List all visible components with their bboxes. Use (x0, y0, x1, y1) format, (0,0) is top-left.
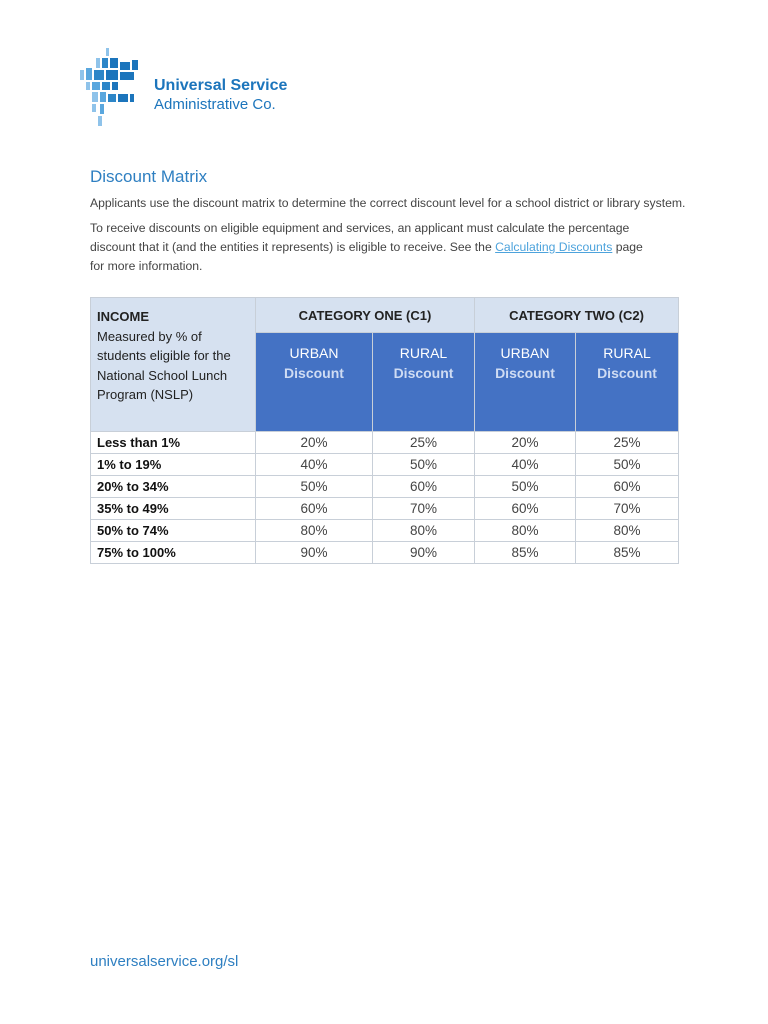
table-row (91, 476, 679, 498)
c2-urban-title: URBAN (500, 345, 550, 361)
c2-urban-header (475, 333, 576, 432)
row-income-label: Less than 1% (91, 432, 256, 454)
c1-urban-value: 50% (256, 476, 373, 498)
table-row (91, 498, 679, 520)
calculation-paragraph (90, 219, 650, 276)
c2-rural-value: 80% (576, 520, 679, 542)
row-income-label: 20% to 34% (91, 476, 256, 498)
table-row (91, 542, 679, 564)
calculating-discounts-link[interactable]: Calculating Discounts (495, 240, 613, 254)
income-description: Measured by % of students eligible for the National School Lunch Program (NSLP) (97, 328, 231, 402)
usac-logo-mark-icon (78, 46, 142, 130)
logo-line2: Administrative Co. (154, 96, 276, 113)
c1-rural-value: 60% (373, 476, 475, 498)
c2-rural-header (576, 333, 679, 432)
table-row (91, 454, 679, 476)
c1-urban-header (256, 333, 373, 432)
discount-matrix-table (90, 297, 679, 564)
c1-rural-discount-label: Discount (393, 365, 454, 381)
c1-urban-value: 40% (256, 454, 373, 476)
intro-paragraph: Applicants use the discount matrix to determine the correct discount level for a school district or library system. (90, 196, 686, 210)
c2-rural-value: 70% (576, 498, 679, 520)
c2-rural-value: 25% (576, 432, 679, 454)
category-two-header: CATEGORY TWO (C2) (475, 298, 679, 333)
row-income-label: 75% to 100% (91, 542, 256, 564)
c1-urban-value: 20% (256, 432, 373, 454)
c2-rural-value: 50% (576, 454, 679, 476)
c2-rural-value: 85% (576, 542, 679, 564)
c2-urban-value: 60% (475, 498, 576, 520)
c1-urban-discount-label: Discount (284, 365, 344, 381)
row-income-label: 50% to 74% (91, 520, 256, 542)
c2-rural-title: RURAL (603, 345, 651, 361)
c2-urban-discount-label: Discount (495, 365, 555, 381)
c2-urban-value: 40% (475, 454, 576, 476)
c1-rural-title: RURAL (399, 345, 448, 361)
page-title: Discount Matrix (90, 167, 208, 186)
c1-urban-title: URBAN (289, 345, 339, 361)
table-row (91, 520, 679, 542)
footer-url-link[interactable]: universalservice.org/sl (90, 953, 239, 970)
row-income-label: 1% to 19% (91, 454, 256, 476)
c1-rural-value: 25% (373, 432, 475, 454)
c1-urban-value: 90% (256, 542, 373, 564)
c1-rural-value: 50% (373, 454, 475, 476)
c1-urban-value: 80% (256, 520, 373, 542)
c1-urban-value: 60% (256, 498, 373, 520)
c1-rural-value: 80% (373, 520, 475, 542)
c2-rural-value: 60% (576, 476, 679, 498)
usac-logo (78, 46, 318, 130)
logo-line1: Universal Service (154, 77, 288, 94)
c2-urban-value: 80% (475, 520, 576, 542)
c2-urban-value: 85% (475, 542, 576, 564)
income-title: INCOME (97, 309, 149, 324)
category-one-header: CATEGORY ONE (C1) (256, 298, 475, 333)
para2-after: page for more information. (90, 240, 643, 273)
row-income-label: 35% to 49% (91, 498, 256, 520)
c2-urban-value: 20% (475, 432, 576, 454)
c2-rural-discount-label: Discount (597, 365, 657, 381)
c1-rural-header (373, 333, 475, 432)
table-row (91, 432, 679, 454)
c1-rural-value: 90% (373, 542, 475, 564)
c2-urban-value: 50% (475, 476, 576, 498)
para2-before: To receive discounts on eligible equipment and services, an applicant must calculate the percentage discount that it (and the entities it represents) is eligible to receive. See the (90, 221, 630, 254)
income-header (91, 298, 256, 432)
c1-rural-value: 70% (373, 498, 475, 520)
